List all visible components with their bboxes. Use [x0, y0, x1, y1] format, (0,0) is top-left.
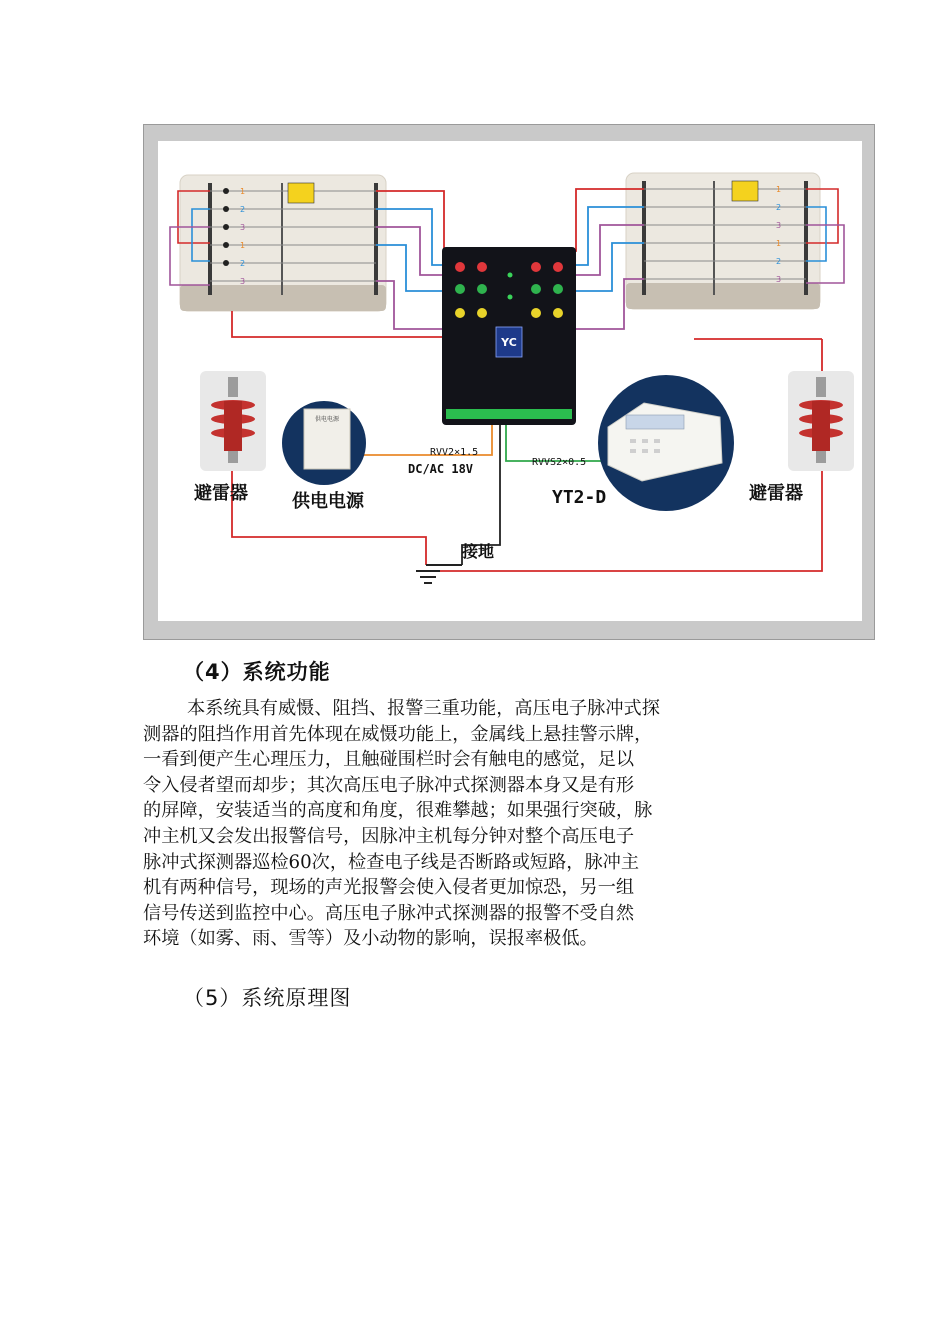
fence-photo-right — [626, 173, 820, 309]
wire-number: 2 — [240, 205, 246, 214]
pulse-host-panel — [442, 247, 576, 425]
model-label: YT2-D — [552, 487, 607, 508]
wire-number: 3 — [776, 221, 782, 230]
paragraph-line: 环境（如雾、雨、雪等）及小动物的影响，误报率极低。 — [143, 928, 598, 950]
power-supply-label: 供电电源 — [292, 491, 364, 512]
lightning-arrester-right — [788, 371, 854, 471]
paragraph-line: 令入侵者望而却步；其次高压电子脉冲式探测器本身又是有形 — [143, 774, 635, 796]
power-cable-label: RVV2×1.5 — [430, 447, 479, 458]
wire-number: 2 — [776, 257, 782, 266]
paragraph-line: 机有两种信号，现场的声光报警会使入侵者更加惊恐，另一组 — [143, 877, 635, 899]
paragraph-line: 脉冲式探测器巡检60次，检查电子线是否断路或短路，脉冲主 — [143, 851, 640, 873]
terminal-strip — [446, 409, 572, 419]
section-4-paragraph — [143, 696, 749, 952]
wire-number: 1 — [240, 187, 246, 196]
section-5-title: （5）系统原理图 — [183, 986, 352, 1010]
brand-logo-text: YC — [501, 336, 517, 349]
paragraph-line: 信号传送到监控中心。高压电子脉冲式探测器的报警不受自然 — [143, 902, 635, 924]
paragraph-line: 本系统具有威慑、阻挡、报警三重功能，高压电子脉冲式探 — [187, 698, 660, 719]
paragraph-line: 测器的阻挡作用首先体现在威慑功能上，金属线上悬挂警示牌， — [143, 723, 653, 745]
power-supply-photo — [282, 401, 366, 485]
voltage-label: DC/AC 18V — [408, 462, 474, 476]
wire-number: 2 — [240, 259, 246, 268]
signal-cable-label: RVVS2×0.5 — [532, 457, 587, 468]
arrester-right-label: 避雷器 — [749, 483, 803, 504]
wire-number: 1 — [776, 185, 782, 194]
lightning-arrester-left — [200, 371, 266, 471]
wire-number: 3 — [240, 277, 246, 286]
arrester-left-label: 避雷器 — [194, 483, 248, 504]
paragraph-line: 一看到便产生心理压力，且触碰围栏时会有触电的感觉，足以 — [143, 749, 635, 771]
alarm-keypad-photo — [598, 375, 734, 511]
wire-number: 3 — [776, 275, 782, 284]
ground-label: 接地 — [462, 542, 495, 561]
wire-number: 1 — [776, 239, 782, 248]
wire-number: 1 — [240, 241, 246, 250]
wire-number: 2 — [776, 203, 782, 212]
power-box-text: 供电电源 — [314, 416, 340, 423]
wire-number: 3 — [240, 223, 246, 232]
fence-photo-left — [180, 175, 386, 311]
wiring-diagram — [144, 125, 874, 639]
paragraph-line: 的屏障，安装适当的高度和角度，很难攀越；如果强行突破，脉 — [143, 800, 653, 822]
section-4-title: （4）系统功能 — [183, 660, 331, 684]
wiring-diagram-figure — [143, 124, 875, 640]
paragraph-line: 冲主机又会发出报警信号，因脉冲主机每分钟对整个高压电子 — [143, 825, 635, 847]
